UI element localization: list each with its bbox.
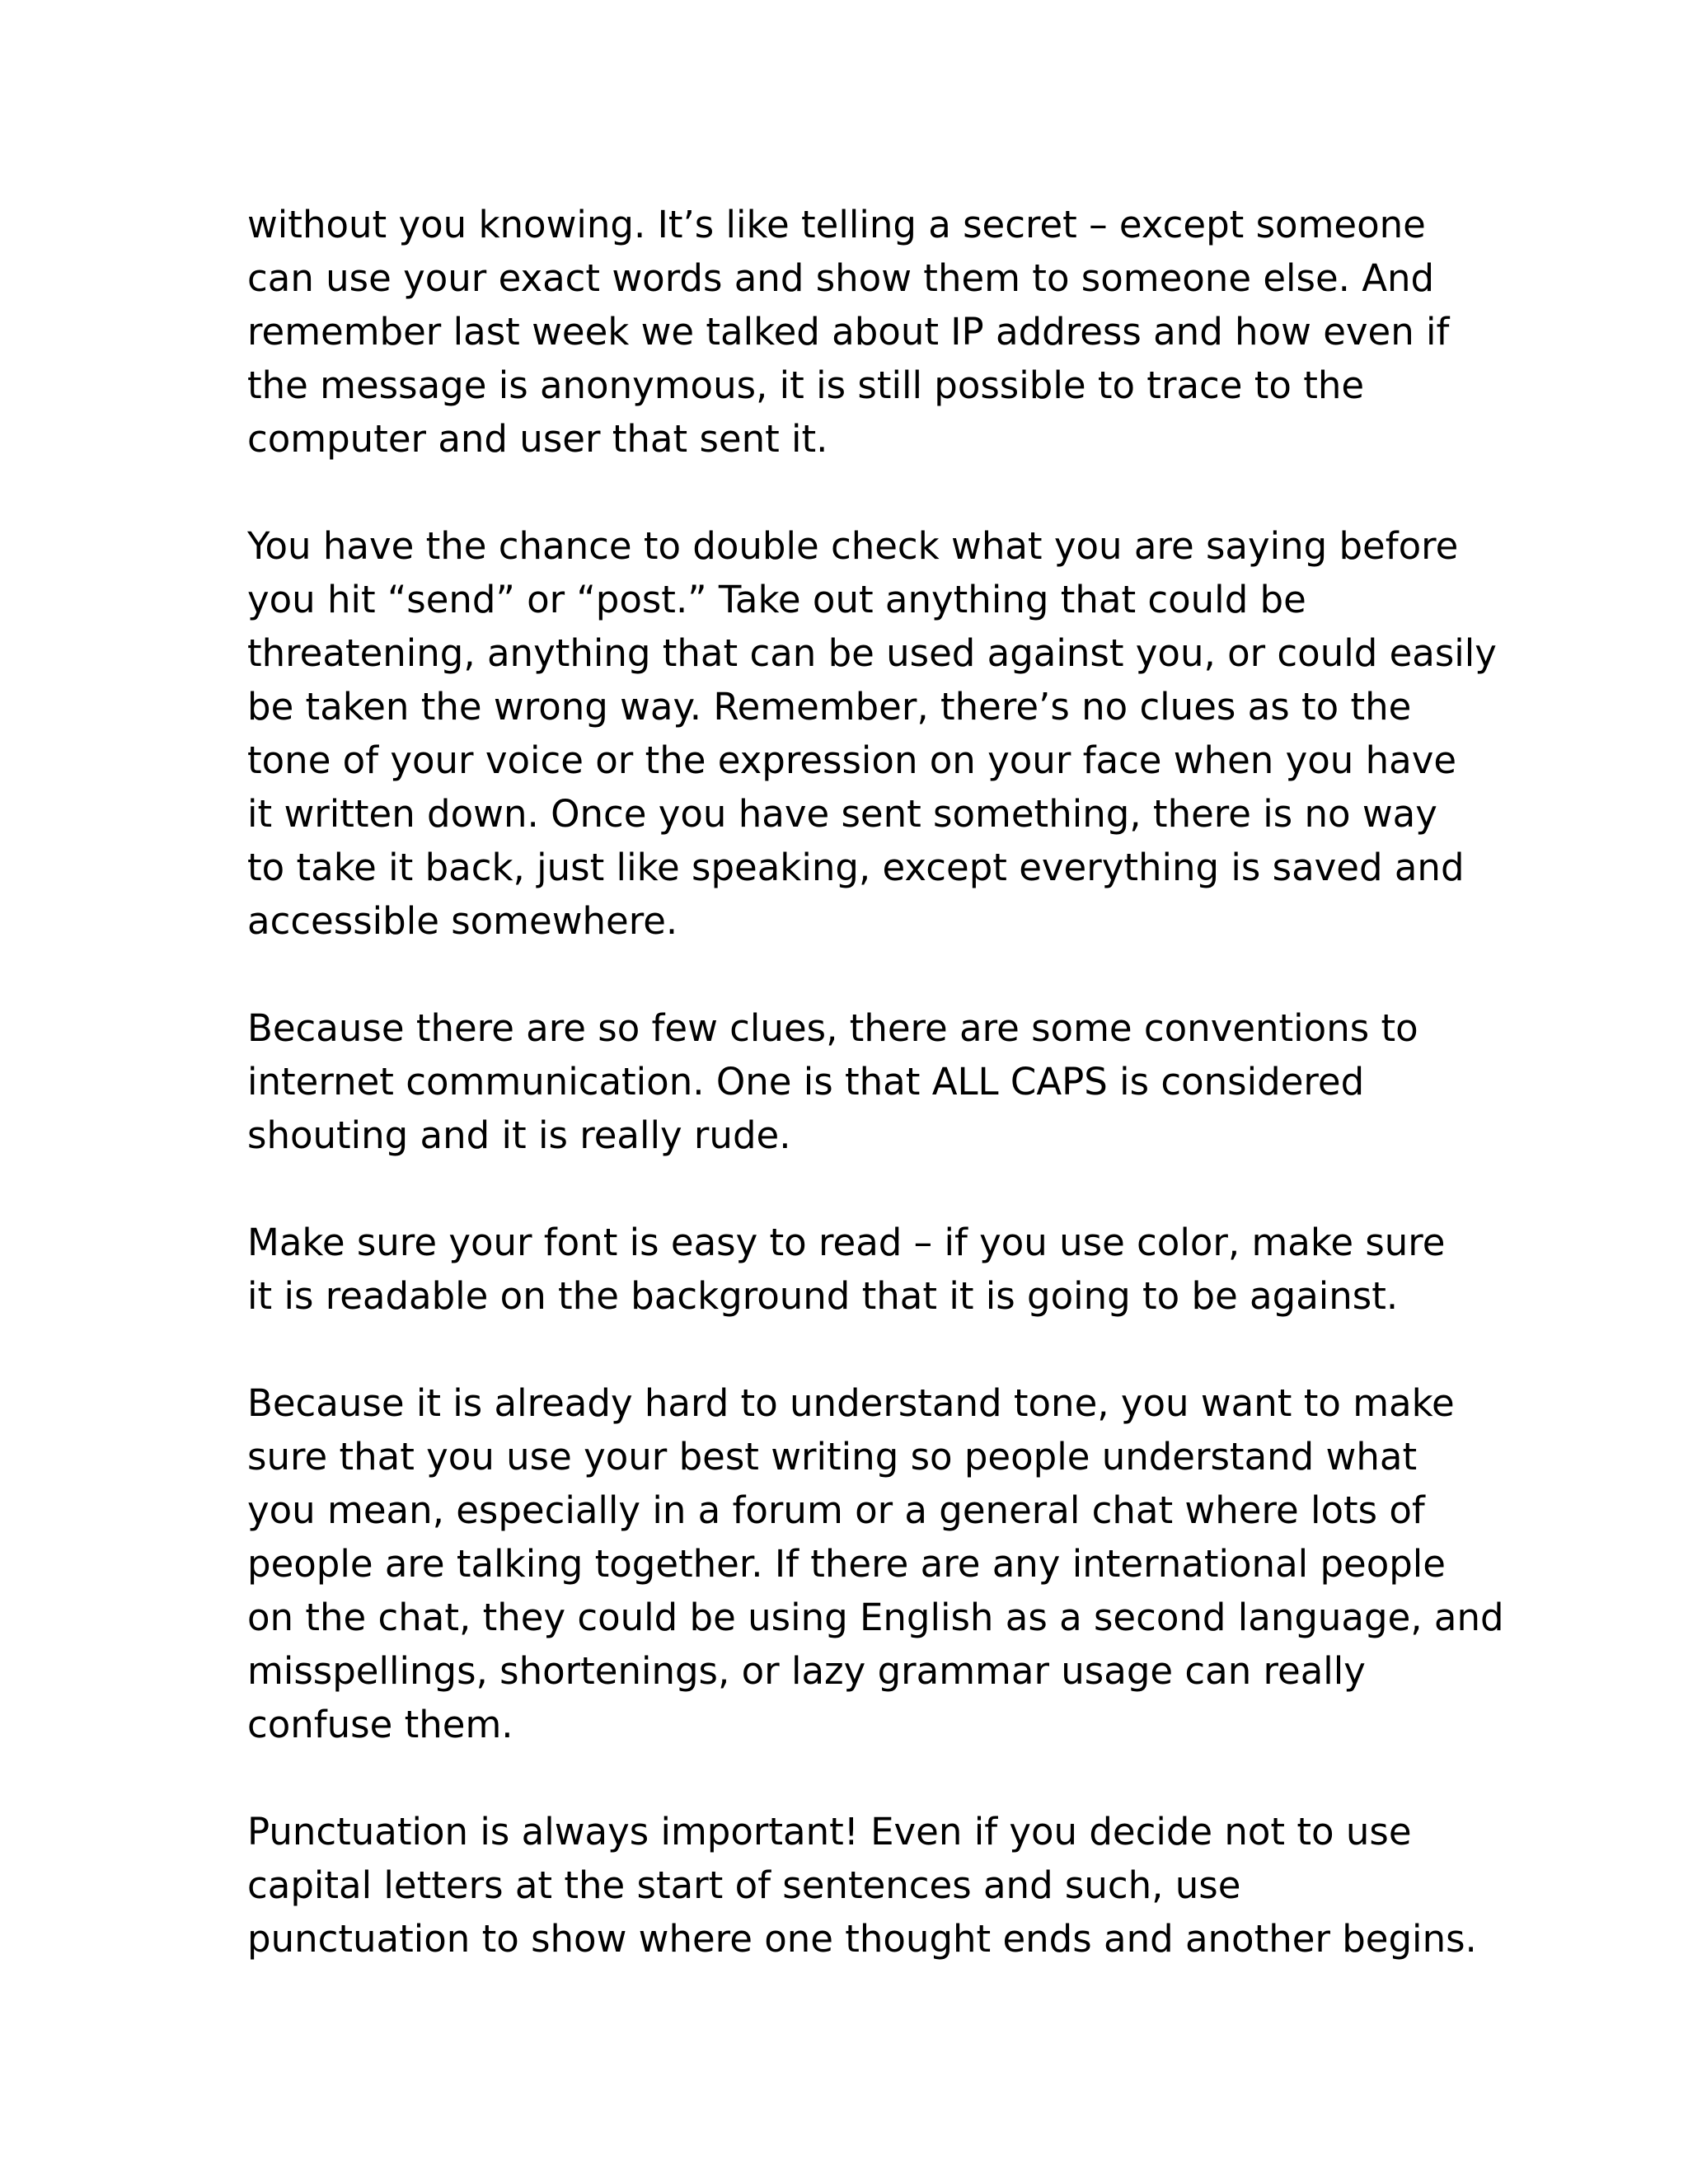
paragraph-1: [247, 198, 1459, 466]
text-line: the message is anonymous, it is still possible to trace to the: [247, 363, 1365, 407]
text-line: You have the chance to double check what you are saying before: [247, 524, 1459, 568]
text-line: it written down. Once you have sent something, there is no way: [247, 792, 1437, 836]
text-line: punctuation to show where one thought ends and another begins.: [247, 1917, 1477, 1961]
document-body: [247, 198, 1504, 1966]
text-line: sure that you use your best writing so people understand what: [247, 1435, 1418, 1479]
text-line: Make sure your font is easy to read – if you use color, make sure: [247, 1221, 1446, 1264]
text-line: confuse them.: [247, 1703, 513, 1746]
text-line: shouting and it is really rude.: [247, 1113, 791, 1157]
text-line: Punctuation is always important! Even if you decide not to use: [247, 1810, 1412, 1854]
text-line: threatening, anything that can be used against you, or could easily: [247, 631, 1497, 675]
text-line: accessible somewhere.: [247, 899, 678, 943]
text-line: it is readable on the background that it is going to be against.: [247, 1274, 1399, 1318]
paragraph-6: [247, 1805, 1477, 1966]
text-line: on the chat, they could be using English as a second language, and: [247, 1596, 1504, 1639]
text-line: be taken the wrong way. Remember, there’s no clues as to the: [247, 685, 1412, 729]
text-line: you hit “send” or “post.” Take out anything that could be: [247, 578, 1306, 621]
text-line: Because there are so few clues, there are some conventions to: [247, 1006, 1418, 1050]
text-line: Because it is already hard to understand tone, you want to make: [247, 1381, 1455, 1425]
text-line: can use your exact words and show them to someone else. And: [247, 256, 1435, 300]
paragraph-4: [247, 1216, 1459, 1323]
text-line: remember last week we talked about IP address and how even if: [247, 310, 1450, 354]
text-line: tone of your voice or the expression on your face when you have: [247, 738, 1457, 782]
text-line: computer and user that sent it.: [247, 417, 828, 461]
text-line: people are talking together. If there are any international people: [247, 1542, 1446, 1586]
paragraph-5: [247, 1376, 1504, 1751]
text-line: without you knowing. It’s like telling a secret – except someone: [247, 203, 1426, 246]
text-line: internet communication. One is that ALL CAPS is considered: [247, 1060, 1365, 1104]
text-line: to take it back, just like speaking, except everything is saved and: [247, 846, 1465, 889]
paragraph-3: [247, 1001, 1459, 1162]
text-line: capital letters at the start of sentences and such, use: [247, 1863, 1241, 1907]
text-line: you mean, especially in a forum or a general chat where lots of: [247, 1488, 1425, 1532]
paragraph-2: [247, 519, 1497, 948]
text-line: misspellings, shortenings, or lazy grammar usage can really: [247, 1649, 1366, 1693]
